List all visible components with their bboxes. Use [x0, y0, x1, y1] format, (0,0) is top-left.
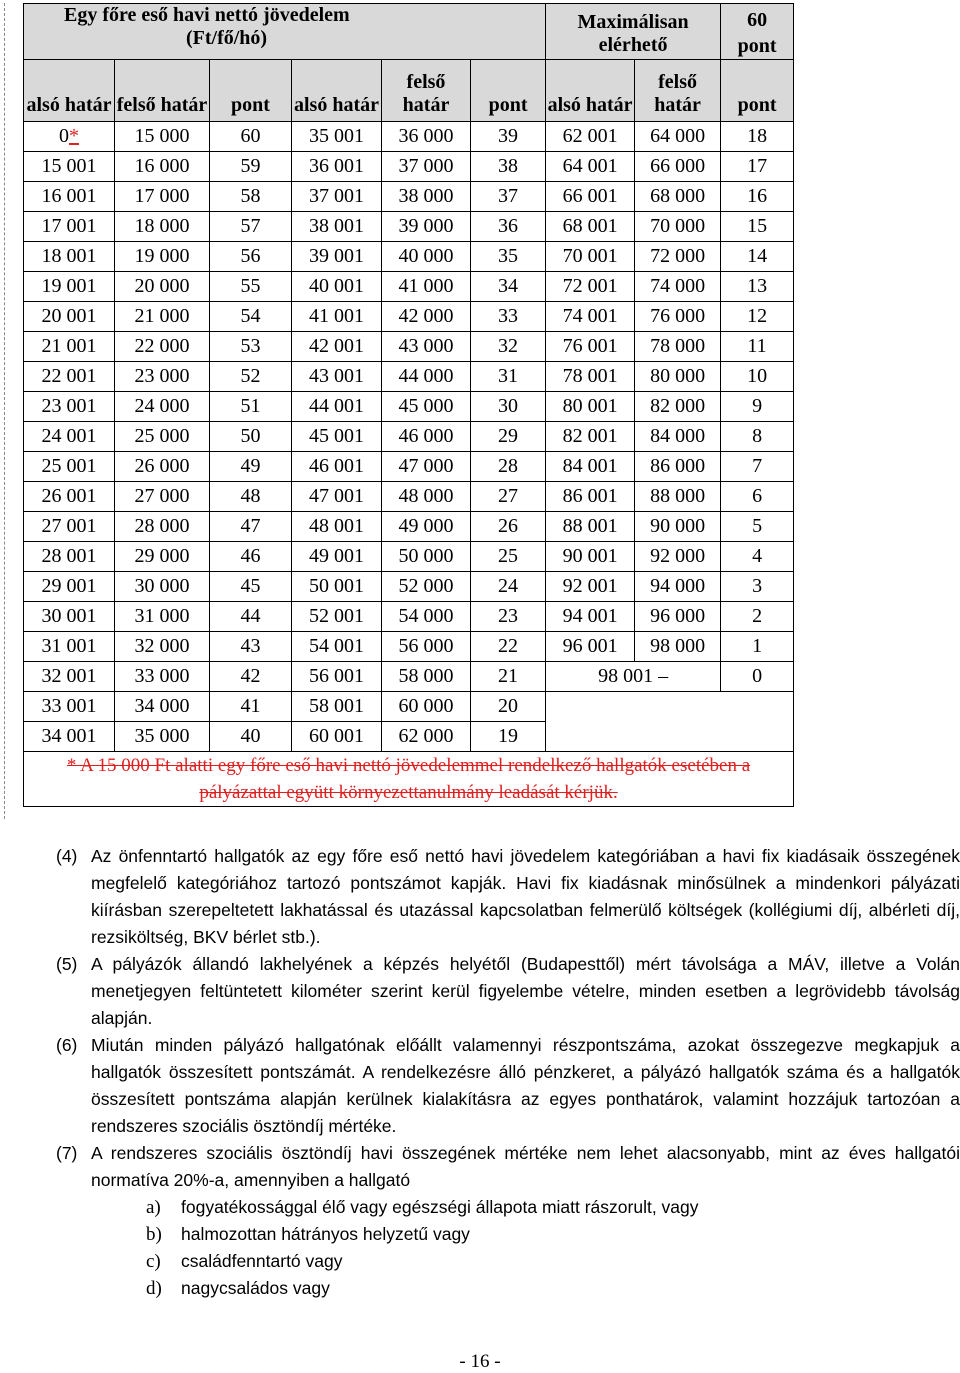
- lower-limit: 17 001: [24, 212, 115, 242]
- table-row: [24, 332, 794, 362]
- points: 0: [721, 662, 794, 692]
- upper-limit: 82 000: [635, 392, 721, 422]
- points: 36: [471, 212, 546, 242]
- lower-limit: 56 001: [292, 662, 382, 692]
- points: 13: [721, 272, 794, 302]
- lower-limit: 68 001: [546, 212, 635, 242]
- upper-limit: 92 000: [635, 542, 721, 572]
- lower-limit: 78 001: [546, 362, 635, 392]
- points: 2: [721, 602, 794, 632]
- lower-limit: 37 001: [292, 182, 382, 212]
- upper-limit: 20 000: [115, 272, 210, 302]
- paragraph-number: (6): [56, 1035, 78, 1055]
- sub-item-letter: a): [146, 1197, 161, 1218]
- points: 4: [721, 542, 794, 572]
- upper-limit: 84 000: [635, 422, 721, 452]
- points: 35: [471, 242, 546, 272]
- lower-limit: 60 001: [292, 722, 382, 752]
- points: 57: [210, 212, 292, 242]
- upper-limit: 34 000: [115, 692, 210, 722]
- paragraph-text: A pályázók állandó lakhelyének a képzés helyétől (Budapesttől) mért távolsága a MÁV, illetve a Volán menetjegyen feltüntetett kilométer szerint kerül figyelembe vételre, minden esetben a legrövidebb távolság alapján.: [91, 954, 960, 1028]
- lower-limit: 28 001: [24, 542, 115, 572]
- table-row: [24, 512, 794, 542]
- lower-limit: 58 001: [292, 692, 382, 722]
- paragraph-text: A rendszeres szociális ösztöndíj havi összegének mértéke nem lehet alacsonyabb, mint az éves hallgatói normatíva 20%-a, amennyiben a hallgató: [91, 1143, 960, 1190]
- upper-limit: 37 000: [382, 152, 471, 182]
- empty-cell: [546, 692, 794, 752]
- sub-list-item: [56, 1275, 960, 1302]
- lower-limit: 84 001: [546, 452, 635, 482]
- points: 5: [721, 512, 794, 542]
- upper-limit: 31 000: [115, 602, 210, 632]
- table-row: [24, 572, 794, 602]
- points: 27: [471, 482, 546, 512]
- table-row: [24, 452, 794, 482]
- points: 43: [210, 632, 292, 662]
- lower-limit: 43 001: [292, 362, 382, 392]
- table-row: [24, 542, 794, 572]
- table-row: [24, 692, 794, 722]
- upper-limit: 49 000: [382, 512, 471, 542]
- paragraph-text: Az önfenntartó hallgatók az egy főre eső nettó havi jövedelem kategóriában a havi fix kiadásaik összegének megfelelő kategóriához tartozó pontszámot kapják. Havi fix kiadásnak minősülnek a mindenkori pályázati kiírásban szerepeltetett lakhatással és utazással kapcsolatban felmerülő költségek (kollégiumi díj, albérleti díj, rezsiköltség, BKV bérlet stb.).: [91, 846, 960, 947]
- upper-limit: 25 000: [115, 422, 210, 452]
- points: 23: [471, 602, 546, 632]
- upper-limit: 39 000: [382, 212, 471, 242]
- table-row: [24, 122, 794, 152]
- lower-limit: 46 001: [292, 452, 382, 482]
- points: 47: [210, 512, 292, 542]
- points: 42: [210, 662, 292, 692]
- table-row: [24, 152, 794, 182]
- points: 44: [210, 602, 292, 632]
- lower-limit: 72 001: [546, 272, 635, 302]
- lower-limit: 15 001: [24, 152, 115, 182]
- footnote-mark: *: [69, 125, 79, 147]
- numbered-paragraph: [56, 1140, 960, 1194]
- numbered-paragraph: [56, 951, 960, 1032]
- points: 37: [471, 182, 546, 212]
- points: 28: [471, 452, 546, 482]
- sub-item-letter: c): [146, 1251, 161, 1272]
- lower-limit: 40 001: [292, 272, 382, 302]
- lower-limit: 74 001: [546, 302, 635, 332]
- upper-limit: 32 000: [115, 632, 210, 662]
- lower-limit: 62 001: [546, 122, 635, 152]
- page-number: - 16 -: [459, 1351, 501, 1372]
- points: 16: [721, 182, 794, 212]
- paragraph-text: Miután minden pályázó hallgatónak előállt valamennyi részpontszáma, azokat összegezve megkapjuk a hallgatók összesített pontszámát. A rendelkezésre álló pénzkeret, a pályázó hallgatók száma és a hallgatók összesített pontszáma alapján kerülnek kialakításra az egyes ponthatárok, valamint hozzájuk tartozóan a rendszeres szociális ösztöndíj mértéke.: [91, 1035, 960, 1136]
- title-points: [721, 4, 794, 60]
- col-header-points: pont: [471, 60, 546, 122]
- lower-limit: [24, 122, 115, 152]
- lower-limit: 88 001: [546, 512, 635, 542]
- upper-limit: 33 000: [115, 662, 210, 692]
- sub-item-text: családfenntartó vagy: [181, 1251, 343, 1271]
- lower-limit: 50 001: [292, 572, 382, 602]
- lower-limit: 47 001: [292, 482, 382, 512]
- lower-limit: 96 001: [546, 632, 635, 662]
- points: 6: [721, 482, 794, 512]
- points: 18: [721, 122, 794, 152]
- footnote: * A 15 000 Ft alatti egy főre eső havi nettó jövedelemmel rendelkező hallgatók esetében a pályázattal együtt környezettanulmány leadását kérjük.: [24, 752, 794, 807]
- lower-limit: 35 001: [292, 122, 382, 152]
- points: 22: [471, 632, 546, 662]
- table-row: [24, 422, 794, 452]
- upper-limit: 52 000: [382, 572, 471, 602]
- upper-limit: 66 000: [635, 152, 721, 182]
- lower-limit: 19 001: [24, 272, 115, 302]
- lower-limit: 20 001: [24, 302, 115, 332]
- lower-limit: 76 001: [546, 332, 635, 362]
- points: 56: [210, 242, 292, 272]
- lower-limit: 66 001: [546, 182, 635, 212]
- lower-limit: 22 001: [24, 362, 115, 392]
- points: 49: [210, 452, 292, 482]
- upper-limit: 44 000: [382, 362, 471, 392]
- lower-limit: 34 001: [24, 722, 115, 752]
- upper-limit: 18 000: [115, 212, 210, 242]
- upper-limit: 29 000: [115, 542, 210, 572]
- table-row: [24, 632, 794, 662]
- lower-limit: 33 001: [24, 692, 115, 722]
- lower-limit-open: 98 001 –: [546, 662, 721, 692]
- sub-item-text: halmozottan hátrányos helyzetű vagy: [181, 1224, 470, 1244]
- lower-limit: 82 001: [546, 422, 635, 452]
- points: 19: [471, 722, 546, 752]
- upper-limit: 62 000: [382, 722, 471, 752]
- upper-limit: 58 000: [382, 662, 471, 692]
- points: 24: [471, 572, 546, 602]
- lower-limit: 94 001: [546, 602, 635, 632]
- table-row: [24, 212, 794, 242]
- upper-limit: 30 000: [115, 572, 210, 602]
- upper-limit: 50 000: [382, 542, 471, 572]
- points: 3: [721, 572, 794, 602]
- lower-limit: 52 001: [292, 602, 382, 632]
- upper-limit: 74 000: [635, 272, 721, 302]
- upper-limit: 70 000: [635, 212, 721, 242]
- lower-limit: 21 001: [24, 332, 115, 362]
- points: 12: [721, 302, 794, 332]
- upper-limit: 43 000: [382, 332, 471, 362]
- lower-limit: 64 001: [546, 152, 635, 182]
- lower-limit: 86 001: [546, 482, 635, 512]
- sub-list-item: [56, 1248, 960, 1275]
- points: 53: [210, 332, 292, 362]
- points: 41: [210, 692, 292, 722]
- upper-limit: 86 000: [635, 452, 721, 482]
- lower-limit: 90 001: [546, 542, 635, 572]
- col-header-lower: alsó határ: [24, 60, 115, 122]
- table-row: [24, 392, 794, 422]
- points: 34: [471, 272, 546, 302]
- numbered-paragraph: [56, 843, 960, 951]
- points: 54: [210, 302, 292, 332]
- lower-limit: 29 001: [24, 572, 115, 602]
- points: 31: [471, 362, 546, 392]
- col-header-points: pont: [721, 60, 794, 122]
- upper-limit: 90 000: [635, 512, 721, 542]
- points: 60: [210, 122, 292, 152]
- points-section: [56, 843, 960, 1302]
- table-row: [24, 482, 794, 512]
- paragraph-number: (4): [56, 846, 78, 866]
- points: 38: [471, 152, 546, 182]
- upper-limit: 98 000: [635, 632, 721, 662]
- lower-limit: 39 001: [292, 242, 382, 272]
- upper-limit: 64 000: [635, 122, 721, 152]
- lower-limit: 32 001: [24, 662, 115, 692]
- upper-limit: 88 000: [635, 482, 721, 512]
- table-row: [24, 242, 794, 272]
- points: 8: [721, 422, 794, 452]
- upper-limit: 16 000: [115, 152, 210, 182]
- col-header-points: pont: [210, 60, 292, 122]
- points: 7: [721, 452, 794, 482]
- paragraph-number: (5): [56, 954, 78, 974]
- points: 40: [210, 722, 292, 752]
- upper-limit: 46 000: [382, 422, 471, 452]
- lower-limit: 42 001: [292, 332, 382, 362]
- upper-limit: 56 000: [382, 632, 471, 662]
- lower-limit: 49 001: [292, 542, 382, 572]
- points: 20: [471, 692, 546, 722]
- points: 50: [210, 422, 292, 452]
- lower-limit: 24 001: [24, 422, 115, 452]
- points: 48: [210, 482, 292, 512]
- col-header-lower: alsó határ: [546, 60, 635, 122]
- upper-limit: 96 000: [635, 602, 721, 632]
- table-row: [24, 602, 794, 632]
- lower-limit: 44 001: [292, 392, 382, 422]
- upper-limit: 28 000: [115, 512, 210, 542]
- sub-item-text: nagycsaládos vagy: [181, 1278, 330, 1298]
- points: 10: [721, 362, 794, 392]
- points: 15: [721, 212, 794, 242]
- lower-limit: 16 001: [24, 182, 115, 212]
- title-line2: (Ft/fő/hó): [186, 27, 268, 49]
- lower-limit: 36 001: [292, 152, 382, 182]
- points: 59: [210, 152, 292, 182]
- upper-limit: 21 000: [115, 302, 210, 332]
- upper-limit: 45 000: [382, 392, 471, 422]
- points: 21: [471, 662, 546, 692]
- lower-limit: 25 001: [24, 452, 115, 482]
- points: 55: [210, 272, 292, 302]
- upper-limit: 48 000: [382, 482, 471, 512]
- upper-limit: 23 000: [115, 362, 210, 392]
- lower-limit: 80 001: [546, 392, 635, 422]
- lower-limit: 31 001: [24, 632, 115, 662]
- lower-limit: 92 001: [546, 572, 635, 602]
- points: 33: [471, 302, 546, 332]
- upper-limit: 22 000: [115, 332, 210, 362]
- lower-limit: 23 001: [24, 392, 115, 422]
- paragraph-number: (7): [56, 1143, 78, 1163]
- title-max: Maximálisan elérhető: [546, 4, 721, 60]
- points: 58: [210, 182, 292, 212]
- lower-limit: 26 001: [24, 482, 115, 512]
- upper-limit: 19 000: [115, 242, 210, 272]
- points: 32: [471, 332, 546, 362]
- upper-limit: 68 000: [635, 182, 721, 212]
- upper-limit: 72 000: [635, 242, 721, 272]
- upper-limit: 41 000: [382, 272, 471, 302]
- upper-limit: 17 000: [115, 182, 210, 212]
- lower-limit: 41 001: [292, 302, 382, 332]
- upper-limit: 76 000: [635, 302, 721, 332]
- upper-limit: 80 000: [635, 362, 721, 392]
- points: 17: [721, 152, 794, 182]
- title-line1: Egy főre eső havi nettó jövedelem: [64, 4, 350, 26]
- lower-limit: 38 001: [292, 212, 382, 242]
- lower-limit: 70 001: [546, 242, 635, 272]
- lower-limit: 54 001: [292, 632, 382, 662]
- upper-limit: 78 000: [635, 332, 721, 362]
- points: 30: [471, 392, 546, 422]
- lower-limit: 27 001: [24, 512, 115, 542]
- col-header-upper: felső határ: [635, 60, 721, 122]
- table-row: [24, 362, 794, 392]
- points: 14: [721, 242, 794, 272]
- upper-limit: 60 000: [382, 692, 471, 722]
- lower-limit: 18 001: [24, 242, 115, 272]
- col-header-upper: felső határ: [382, 60, 471, 122]
- points: 25: [471, 542, 546, 572]
- points: 45: [210, 572, 292, 602]
- upper-limit: 24 000: [115, 392, 210, 422]
- upper-limit: 35 000: [115, 722, 210, 752]
- points: 39: [471, 122, 546, 152]
- numbered-paragraph: [56, 1032, 960, 1140]
- points: 46: [210, 542, 292, 572]
- upper-limit: 42 000: [382, 302, 471, 332]
- table-row: [24, 302, 794, 332]
- table-row: [24, 182, 794, 212]
- title-points-text: 60 pont: [737, 9, 777, 57]
- col-header-upper: felső határ: [115, 60, 210, 122]
- table-row: [24, 662, 794, 692]
- points: 26: [471, 512, 546, 542]
- sub-item-letter: b): [146, 1224, 162, 1245]
- points: 11: [721, 332, 794, 362]
- upper-limit: 15 000: [115, 122, 210, 152]
- sub-list-item: [56, 1194, 960, 1221]
- sub-item-letter: d): [146, 1278, 162, 1299]
- points: 1: [721, 632, 794, 662]
- lower-limit: 45 001: [292, 422, 382, 452]
- header-row: [24, 60, 794, 122]
- upper-limit: 47 000: [382, 452, 471, 482]
- income-points-table: [23, 3, 794, 807]
- lower-limit: 30 001: [24, 602, 115, 632]
- points: 52: [210, 362, 292, 392]
- sub-list-item: [56, 1221, 960, 1248]
- points: 29: [471, 422, 546, 452]
- upper-limit: 94 000: [635, 572, 721, 602]
- sub-item-text: fogyatékossággal élő vagy egészségi állapota miatt rászorult, vagy: [181, 1197, 699, 1217]
- col-header-lower: alsó határ: [292, 60, 382, 122]
- table-title: [24, 4, 546, 60]
- upper-limit: 36 000: [382, 122, 471, 152]
- lower-limit: 48 001: [292, 512, 382, 542]
- table-row: [24, 272, 794, 302]
- upper-limit: 54 000: [382, 602, 471, 632]
- upper-limit: 40 000: [382, 242, 471, 272]
- upper-limit: 27 000: [115, 482, 210, 512]
- upper-limit: 38 000: [382, 182, 471, 212]
- upper-limit: 26 000: [115, 452, 210, 482]
- first-lower-value: 0: [59, 125, 69, 147]
- points: 9: [721, 392, 794, 422]
- left-margin-rule: [4, 3, 5, 819]
- points: 51: [210, 392, 292, 422]
